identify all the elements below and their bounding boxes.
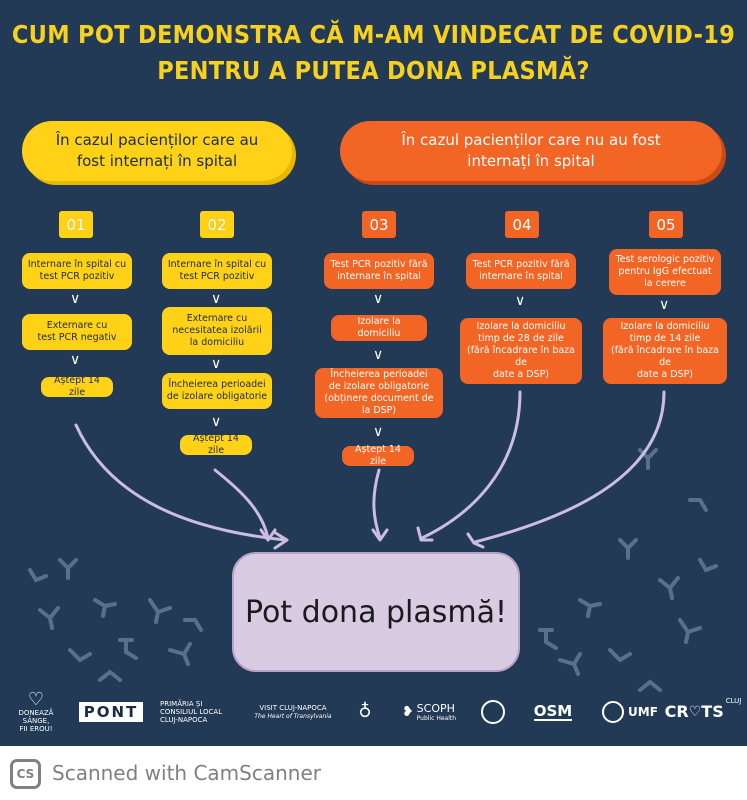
step-number-05: 05 [649,211,683,238]
col4-step1 [466,253,576,289]
col2-step2-line1: Externare cu [186,313,248,324]
col1-step3 [41,377,113,397]
col3-step3-line2: de izolare obligatorie [328,381,430,392]
crats-heart-icon: ♡ [688,704,702,720]
logo-visit-line2: The Heart of Transylvania [254,712,332,720]
page-title-line2: PENTRU A PUTEA DONA PLASMĂ? [157,56,590,85]
col2-step1-line2: test PCR pozitiv [179,271,255,282]
col5-step1 [609,249,721,295]
arrow-col4-a: ∨ [515,293,526,309]
logo-osm [520,690,586,734]
col5-step2 [603,318,727,384]
antibody-decoration-right [540,450,716,690]
col3-step2-line1: Izolare la domiciliu [357,316,401,339]
step-number-04: 04 [505,211,539,238]
step-number-03: 03 [362,211,396,238]
col3-step3 [315,368,443,418]
col1-step2 [22,314,132,350]
col3-step4-line1: Aștept 14 zile [355,444,401,467]
logo-primaria-line3: CLUJ-NAPOCA [160,716,208,724]
logo-scoph [394,690,464,734]
logo-scoph-line1: SCOPH [416,701,455,715]
col4-step2-line2: timp de 28 de zile [478,333,564,344]
logo-emblem-1 [350,690,380,734]
curve-from-03 [374,470,380,538]
col3-step1-line1: Test PCR pozitiv fără [330,259,428,270]
col3-step1-line2: internare în spital [337,271,421,282]
col3-step4 [342,446,414,466]
camscanner-text: Scanned with CamScanner [52,761,321,785]
umf-seal-icon [602,701,624,723]
arrow-col5-a: ∨ [659,297,670,313]
col4-step1-line1: Test PCR pozitiv fără [472,259,570,270]
logo-crats-text1: CR [664,702,689,721]
col5-step2-line1: Izolare la domiciliu [620,321,710,332]
col5-step2-line4: date a DSP) [636,369,694,380]
col3-step3-line1: Încheierea perioadei [330,369,428,380]
header-not-hospitalized [340,121,722,181]
col4-step2-line3: (fără încadrare în baza de [467,345,575,368]
logo-scoph-line2: Public Health [416,714,457,722]
col2-step2-line2: necesitatea izolării [172,325,262,336]
antibody-decoration-left [30,560,201,680]
logo-umf [596,690,664,734]
col1-step1-line2: test PCR pozitiv [39,271,115,282]
logo-osm-text: OSM [533,702,573,720]
logo-doneaza-sange [10,690,62,734]
logo-visit-line1: VISIT CLUJ-NAPOCA [259,703,327,712]
col5-step1-line1: Test serologic pozitiv [615,254,715,265]
header-not-hospitalized-line1: În cazul pacienților care nu au fost [401,131,661,149]
step-number-01: 01 [59,211,93,238]
col2-step4-line1: Aștept 14 zile [193,433,239,456]
arrow-col1-b: ∨ [70,352,81,368]
logo-primaria-line2: CONSILIUL LOCAL [160,708,223,716]
logo-crats-text2: TS [701,702,724,721]
seal-icon [481,700,505,724]
col1-step2-line1: Externare cu [46,320,108,331]
heart-icon: ♡ [27,689,45,710]
col2-step1 [162,253,272,289]
col3-step1 [324,253,434,289]
header-hospitalized-line2: fost internați în spital [76,152,238,170]
col1-step2-line2: test PCR negativ [37,332,117,343]
arrow-col2-a: ∨ [211,291,222,307]
logo-doneaza-line2: FII EROU! [19,725,53,733]
scoph-icon: ❥ [401,704,414,720]
col2-step3-line1: Încheierea perioadei [168,379,266,390]
col2-step3 [162,373,272,409]
logo-primaria [160,690,240,734]
col5-step1-line3: la cerere [644,278,686,289]
col1-step1-line1: Internare în spital cu [27,259,127,270]
scanner-watermark-bar [0,746,747,800]
logo-visit-cluj [244,690,342,734]
col2-step2 [162,307,272,355]
logo-primaria-line1: PRIMĂRIA ȘI [160,700,203,708]
flow-arrowheads [261,528,483,548]
arrow-col1-a: ∨ [70,291,81,307]
arrow-col3-b: ∨ [373,347,384,363]
col4-step1-line2: internare în spital [479,271,563,282]
logo-pont-text: PONT [79,702,144,722]
crest-icon: ♁ [358,701,372,722]
arrow-col2-c: ∨ [211,414,222,430]
curve-from-02 [215,470,268,538]
col5-step1-line2: pentru IgG efectuat [618,266,712,277]
col1-step1 [22,253,132,289]
header-not-hospitalized-line2: internați în spital [467,152,595,170]
step-number-02: 02 [200,211,234,238]
col2-step3-line2: de izolare obligatorie [166,391,268,402]
header-hospitalized [22,121,292,181]
col1-step3-line1: Aștept 14 zile [54,375,100,398]
col3-step3-line3: (obținere document de la DSP) [324,393,434,416]
logo-doneaza-line1: DONEAZĂ SÂNGE, [18,709,54,725]
logo-emblem-2 [478,690,508,734]
header-hospitalized-line1: În cazul pacienților care au [55,131,259,149]
logo-umf-text: UMF [628,705,658,719]
col3-step2 [331,315,427,341]
col4-step2-line4: date a DSP) [492,369,550,380]
logo-crats [664,690,742,734]
camscanner-logo: CS [10,759,41,789]
col4-step2-line1: Izolare la domiciliu [476,321,566,332]
arrow-col2-b: ∨ [211,356,222,372]
logo-pont [72,690,150,734]
arrow-col3-a: ∨ [373,291,384,307]
result-box: Pot dona plasmă! [232,552,520,672]
col2-step4 [180,435,252,455]
col2-step2-line3: la domiciliu [189,337,245,348]
curve-from-05 [475,392,664,542]
arrow-col3-c: ∨ [373,424,384,440]
col5-step2-line3: (fără încadrare în baza de [611,345,719,368]
col4-step2 [460,318,582,384]
logo-crats-text3: CLUJ [725,697,742,705]
page-title-line1: CUM POT DEMONSTRA CĂ M-AM VINDECAT DE COVID-19 [11,20,736,49]
col2-step1-line1: Internare în spital cu [167,259,267,270]
col5-step2-line2: timp de 14 zile [629,333,701,344]
